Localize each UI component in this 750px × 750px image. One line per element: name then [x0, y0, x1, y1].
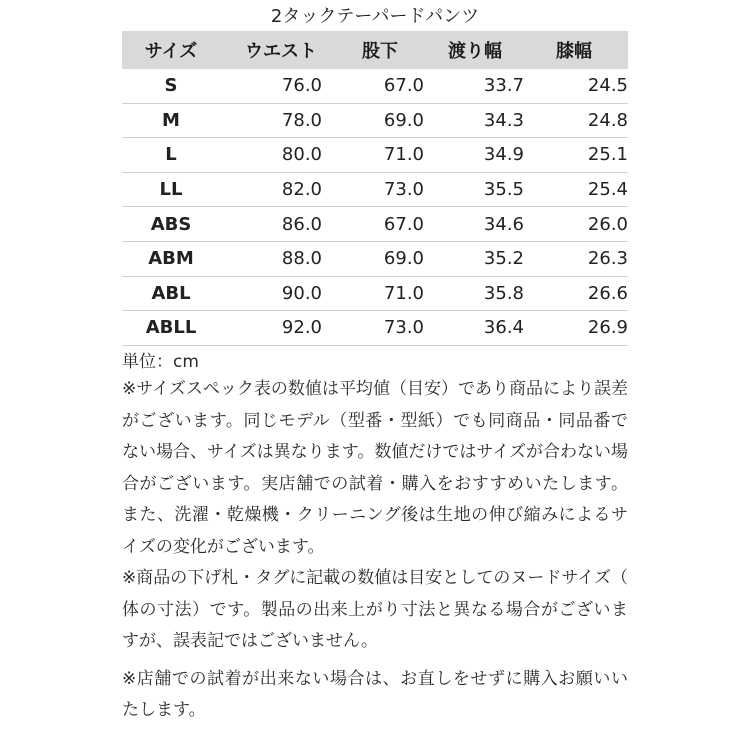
cell-waist: 80.0 — [220, 138, 322, 173]
header-inseam: 股下 — [322, 31, 424, 69]
cell-waist: 76.0 — [220, 69, 322, 103]
size-spec-table — [122, 31, 628, 346]
cell-size: ABLL — [122, 311, 220, 346]
cell-thigh-width: 34.6 — [424, 207, 524, 242]
cell-knee-width: 26.0 — [524, 207, 628, 242]
disclaimer-note-2: ※商品の下げ札・タグに記載の数値は目安としてのヌードサイズ（体の寸法）です。製品の出来上がり寸法と異なる場合がございますが、誤表記ではございません。 — [122, 568, 628, 651]
cell-inseam: 69.0 — [322, 241, 424, 276]
cell-size: L — [122, 138, 220, 173]
cell-waist: 88.0 — [220, 241, 322, 276]
cell-waist: 86.0 — [220, 207, 322, 242]
table-row — [122, 103, 628, 138]
cell-inseam: 67.0 — [322, 69, 424, 103]
cell-size: ABL — [122, 276, 220, 311]
cell-inseam: 71.0 — [322, 138, 424, 173]
header-thigh-width: 渡り幅 — [424, 31, 524, 69]
cell-knee-width: 26.9 — [524, 311, 628, 346]
cell-knee-width: 26.6 — [524, 276, 628, 311]
cell-knee-width: 24.8 — [524, 103, 628, 138]
cell-size: ABS — [122, 207, 220, 242]
cell-knee-width: 25.1 — [524, 138, 628, 173]
disclaimer-note-1: ※サイズスペック表の数値は平均値（目安）であり商品により誤差がございます。同じモデル（型番・型紙）でも同商品・同品番でない場合、サイズは異なります。数値だけではサイズが合わない場合がございます。実店舗での試着・購入をおすすめいたします。また、洗濯・乾燥機・クリーニング後は生地の伸び縮みによるサイズの変化がございます。 — [122, 379, 628, 557]
cell-thigh-width: 35.5 — [424, 172, 524, 207]
header-waist: ウエスト — [220, 31, 322, 69]
cell-size: LL — [122, 172, 220, 207]
cell-knee-width: 24.5 — [524, 69, 628, 103]
cell-size: ABM — [122, 241, 220, 276]
cell-knee-width: 25.4 — [524, 172, 628, 207]
cell-size: M — [122, 103, 220, 138]
table-row — [122, 311, 628, 346]
header-knee-width: 膝幅 — [524, 31, 628, 69]
cell-waist: 92.0 — [220, 311, 322, 346]
cell-thigh-width: 33.7 — [424, 69, 524, 103]
cell-inseam: 69.0 — [322, 103, 424, 138]
table-row — [122, 241, 628, 276]
notes-section — [122, 350, 628, 727]
cell-waist: 78.0 — [220, 103, 322, 138]
cell-thigh-width: 34.9 — [424, 138, 524, 173]
table-row — [122, 69, 628, 103]
table-header-row — [122, 31, 628, 69]
table-row — [122, 172, 628, 207]
header-size: サイズ — [122, 31, 220, 69]
table-row — [122, 207, 628, 242]
table-row — [122, 276, 628, 311]
cell-thigh-width: 36.4 — [424, 311, 524, 346]
page-title: 2タックテーパードパンツ — [270, 6, 480, 27]
cell-inseam: 73.0 — [322, 172, 424, 207]
cell-thigh-width: 35.8 — [424, 276, 524, 311]
table-row — [122, 138, 628, 173]
disclaimer-note-3: ※店舗での試着が出来ない場合は、お直しをせずに購入お願いいたします。 — [122, 668, 628, 720]
unit-note: 単位：cm — [122, 352, 199, 372]
cell-thigh-width: 35.2 — [424, 241, 524, 276]
cell-waist: 90.0 — [220, 276, 322, 311]
cell-knee-width: 26.3 — [524, 241, 628, 276]
cell-size: S — [122, 69, 220, 103]
cell-waist: 82.0 — [220, 172, 322, 207]
cell-inseam: 67.0 — [322, 207, 424, 242]
cell-inseam: 73.0 — [322, 311, 424, 346]
cell-inseam: 71.0 — [322, 276, 424, 311]
cell-thigh-width: 34.3 — [424, 103, 524, 138]
